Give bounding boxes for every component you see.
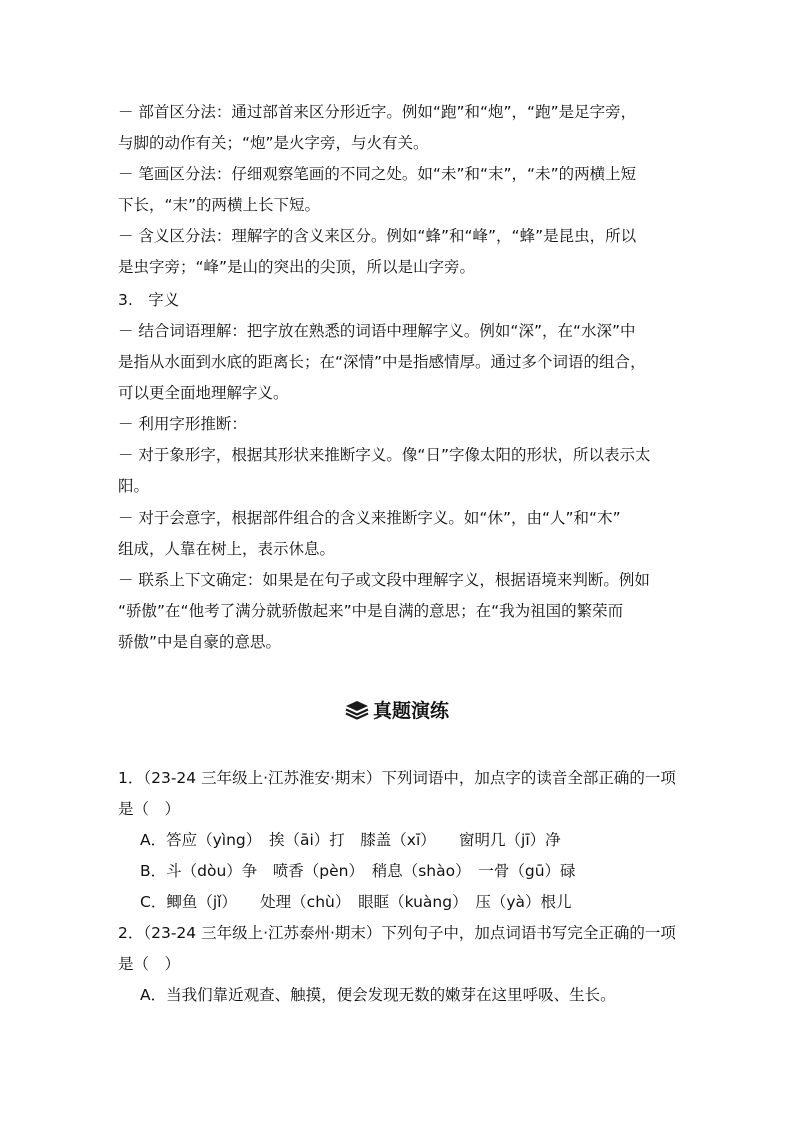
section-heading-meaning: 3. 字义 [118, 291, 180, 309]
note-line: 阳。 [118, 477, 150, 495]
question-option: C．鲫鱼（jǐ） 处理（chù） 眼眶（kuàng） 压（yà）根儿 [140, 893, 572, 911]
note-line: 与脚的动作有关；“炮”是火字旁，与火有关。 [118, 134, 429, 152]
note-line: 组成，人靠在树上，表示休息。 [118, 540, 336, 558]
note-line: 是指从水面到水底的距离长；在“深情”中是指感情厚。通过多个词语的组合， [118, 353, 646, 371]
question-stem: 是（ ） [118, 800, 181, 818]
note-line: － 部首区分法：通过部首来区分形近字。例如“跑”和“炮”，“跑”是足字旁， [118, 103, 637, 121]
note-line: “骄傲”在“他考了满分就骄傲起来”中是自满的意思；在“我为祖国的繁荣而 [118, 602, 624, 620]
note-line: － 对于象形字，根据其形状来推断字义。像“日”字像太阳的形状，所以表示太 [118, 446, 651, 464]
note-line: 可以更全面地理解字义。 [118, 384, 289, 402]
note-line: － 利用字形推断： [118, 415, 247, 433]
question-option: A．当我们靠近观查、触摸，便会发现无数的嫩芽在这里呼吸、生长。 [140, 986, 616, 1004]
note-line: － 笔画区分法：仔细观察笔画的不同之处。如“未”和“末”，“未”的两横上短 [118, 165, 637, 183]
note-line: － 含义区分法：理解字的含义来区分。例如“蜂”和“峰”，“蜂”是昆虫，所以 [118, 227, 637, 245]
question-option: A．答应（yìng） 挨（āi）打 膝盖（xī） 窗明几（jī）净 [140, 831, 561, 849]
section-title-bar [0, 697, 794, 725]
note-line: 是虫字旁；“峰”是山的突出的尖顶，所以是山字旁。 [118, 258, 476, 276]
note-line: 下长，“末”的两横上长下短。 [118, 196, 321, 214]
book-stack-icon [345, 700, 369, 722]
question-option: B．斗（dòu）争 喷香（pèn） 稍息（shào） 一骨（gū）碌 [140, 862, 576, 880]
note-line: － 结合词语理解：把字放在熟悉的词语中理解字义。例如“深”，在“水深”中 [118, 322, 636, 340]
note-line: － 对于会意字，根据部件组合的含义来推断字义。如“休”，由“人”和“木” [118, 509, 621, 527]
note-line: － 联系上下文确定：如果是在句子或文段中理解字义，根据语境来判断。例如 [118, 571, 650, 589]
section-title: 真题演练 [372, 700, 449, 722]
question-stem: 是（ ） [118, 955, 181, 973]
question-stem: 2．（23-24 三年级上·江苏泰州·期末）下列句子中，加点词语书写完全正确的一项 [118, 924, 676, 942]
note-line: 骄傲”中是自豪的意思。 [118, 633, 282, 651]
question-stem: 1．（23-24 三年级上·江苏淮安·期末）下列词语中，加点字的读音全部正确的一项 [118, 769, 676, 787]
